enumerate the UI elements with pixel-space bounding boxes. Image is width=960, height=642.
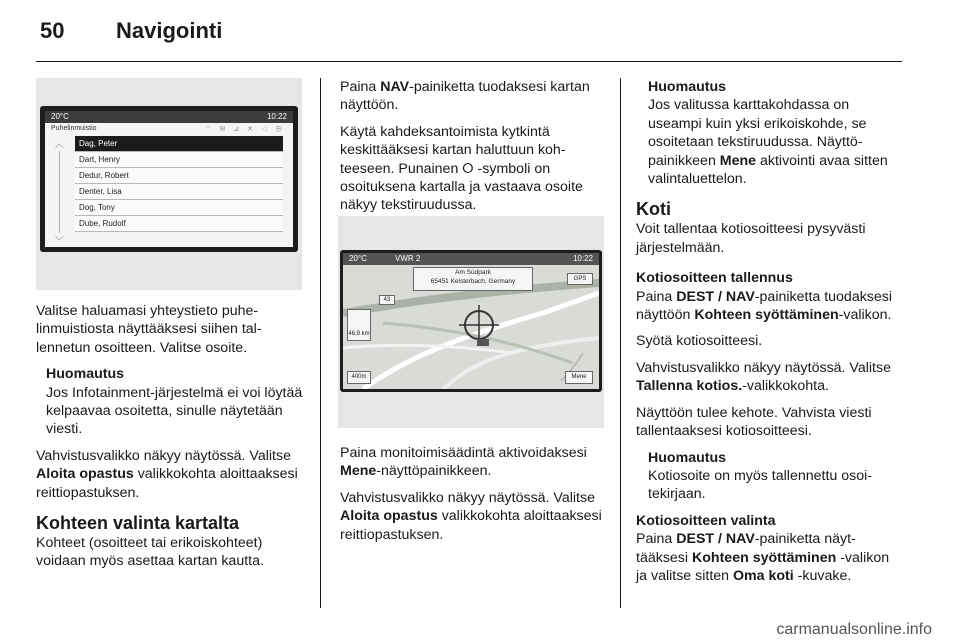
contact-item: Dag, Peter — [75, 136, 283, 152]
column-divider-1 — [320, 78, 321, 608]
note-box — [46, 365, 304, 439]
address-street: Am Südpark — [455, 269, 491, 276]
status-icons: ⌔ ✉ ⊿ ✕ ◁ ⊕ — [204, 126, 285, 133]
chevron-down-icon: ﹀ — [55, 236, 65, 246]
body-text: Paina NAV-painiketta tuodaksesi kartan näyttöön. — [340, 79, 590, 114]
page-number: 50 — [40, 18, 65, 43]
clock-label: 10:22 — [572, 254, 593, 263]
status-bar — [45, 111, 293, 123]
mene-button[interactable]: Mene — [565, 371, 593, 384]
clock-label: 10:22 — [266, 112, 287, 121]
body-text: Käytä kahdeksantoimista kytkintä keskittääksesi kartan haluttuun kohteeseen. Punainen ⭘ -symboli on osoituksena kartalla ja vastaava osoite näkyy tekstiruudussa. — [340, 123, 583, 214]
note-text: Jos valitussa karttakohdassa on useampi kuin yksi erikoiskohde, se osoitetaan tekstiruudussa. Näyttöpainikkeen Mene aktivointi avaa sitten valintaluettelon. — [648, 97, 888, 188]
column-divider-2 — [620, 78, 621, 608]
contact-item: Dedur, Robert — [75, 168, 283, 184]
note-box — [648, 449, 902, 504]
note-text: Kotiosoite on myös tallennettu osoitekirjaan. — [648, 467, 872, 503]
body-text: Paina monitoimisäädintä aktivoidaksesi Mene-näyttöpainikkeen. — [340, 445, 587, 480]
column-1 — [36, 302, 304, 579]
temperature-label: 20°C — [349, 254, 367, 263]
subsection-heading: Kotiosoitteen valinta — [636, 512, 776, 529]
list-scrollbar — [53, 137, 67, 247]
header-rule — [36, 61, 902, 62]
column-2-lower — [340, 444, 602, 552]
body-text: Paina DEST / NAV-painiketta tuodaksesi näyttöön Kohteen syöttäminen-valikon. — [636, 288, 893, 324]
body-text: Voit tallentaa kotiosoitteesi pysyvästi järjestelmään. — [636, 221, 866, 256]
distance-panel: 46.9 km — [347, 309, 371, 341]
column-2 — [340, 78, 602, 223]
body-text: Vahvistusvalikko näkyy näytössä. Valitse Tallenna kotios.-valikkokohta. — [636, 359, 891, 395]
address-city: 65451 Kelsterbach, Germany — [430, 278, 516, 285]
body-text: Näyttöön tulee kehote. Vahvista viesti tallentaaksesi kotiosoitteesi. — [636, 404, 872, 440]
map-status-bar — [343, 253, 599, 265]
note-title: Huomautus — [46, 366, 125, 383]
road-number: 43 — [379, 295, 395, 305]
section-heading: Koti — [636, 199, 671, 220]
contact-item: Dart, Henry — [75, 152, 283, 168]
phonebook-screen — [40, 106, 298, 252]
chevron-up-icon: ︿ — [55, 139, 65, 149]
phonebook-figure — [36, 78, 302, 290]
body-text: Kohteet (osoitteet tai erikoiskohteet) voidaan myös asettaa kartan kautta. — [36, 535, 264, 570]
section-heading: Kohteen valinta kartalta — [36, 513, 240, 534]
contact-list — [75, 136, 283, 232]
contact-item: Denter, Lisa — [75, 184, 283, 200]
body-text: Vahvistusvalikko näkyy näytössä. Valitse Aloita opastus valikkokohta aloittaaksesi reittiopastuksen. — [36, 447, 298, 501]
body-text: Vahvistusvalikko näkyy näytössä. Valitse Aloita opastus valikkokohta aloittaaksesi reittiopastuksen. — [340, 489, 602, 543]
body-text: Syötä kotiosoitteesi. — [636, 333, 763, 350]
phonebook-title: Puhelinmuistio — [51, 125, 97, 132]
note-box — [648, 78, 902, 188]
address-box — [413, 267, 533, 291]
watermark: carmanualsonline.info — [776, 621, 932, 638]
column-3 — [636, 78, 902, 593]
subsection-heading: Kotiosoitteen tallennus — [636, 270, 793, 287]
temperature-label: 20°C — [51, 112, 69, 121]
contact-item: Dube, Rudolf — [75, 216, 283, 232]
note-title: Huomautus — [648, 79, 727, 95]
note-title: Huomautus — [648, 449, 727, 466]
map-screen — [340, 250, 602, 392]
chapter-title: Navigointi — [116, 18, 223, 43]
route-label: VWR 2 — [395, 254, 421, 263]
contact-item: Dog, Tony — [75, 200, 283, 216]
scale-label: 400m — [347, 371, 371, 384]
note-text: Jos Infotainment-järjestelmä ei voi löytää kelpaavaa osoitetta, sinulle näytetään viesti. — [46, 384, 303, 438]
body-text: Paina DEST / NAV-painiketta näyttääksesi Kohteen syöttäminen -valikon ja valitse sitten Oma koti -kuvake. — [636, 531, 890, 584]
gps-button[interactable]: GPS — [567, 273, 593, 285]
body-text: Valitse haluamasi yhteystieto puhelinmuistiosta näyttääksesi siihen tallennetun osoitteen. Valitse osoite. — [36, 303, 262, 356]
